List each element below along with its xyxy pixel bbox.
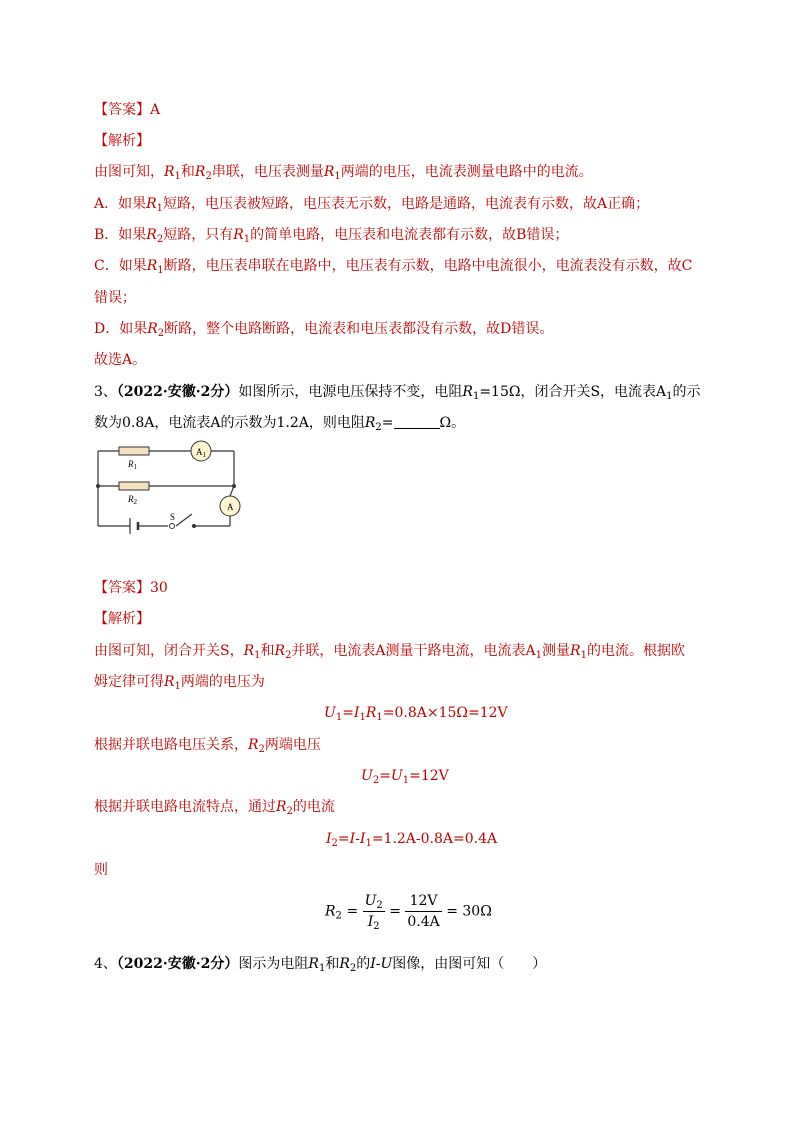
answer-blank[interactable] bbox=[394, 414, 440, 429]
answer-value: 30 bbox=[150, 580, 168, 596]
switch-contact bbox=[192, 524, 196, 528]
junction-right bbox=[232, 484, 236, 488]
q3-analysis-line2: 姆定律可得$R_1$两端的电压为 bbox=[94, 674, 265, 692]
resistor-r2 bbox=[119, 482, 149, 490]
analysis-tag: 【解析】 bbox=[94, 611, 150, 627]
label-a1: $A_1$ bbox=[196, 447, 206, 459]
q3-analysis-tag bbox=[94, 609, 150, 629]
label-s: S bbox=[170, 512, 176, 522]
analysis-tag: 【解析】 bbox=[94, 133, 150, 149]
q2-option-c: C．如果$R_1$断路，电压表串联在电路中，电压表有示数，电路中电流很小，电流表没有示数，故C bbox=[94, 258, 693, 276]
junction-left bbox=[96, 484, 100, 488]
q3-equation-2: $U_2=U_1=12V$ bbox=[361, 768, 449, 786]
label-a: A bbox=[227, 502, 234, 512]
question-source: （2022·安徽·2分） bbox=[116, 384, 239, 400]
q3-equation-4: $R_2$ = $\frac{U_2}{I_2}$ = $\frac{12V}{0.4A}$ = 30Ω bbox=[325, 893, 492, 932]
fraction-values: $\frac{12V}{0.4A}$ bbox=[407, 893, 440, 930]
q3-stem-line1: 3、（2022·安徽·2分）如图所示，电源电压保持不变，电阻$R_1=15\Omega$，闭合开关S，电流表$A_1$的示 bbox=[94, 384, 701, 402]
question-source: （2022·安徽·2分） bbox=[116, 956, 239, 972]
q2-conclusion: 故选A。 bbox=[94, 352, 147, 368]
label-r1: $R_1$ bbox=[128, 459, 137, 471]
q2-option-a: A．如果$R_1$短路，电压表被短路，电压表无示数，电路是通路，电流表有示数，故A正确； bbox=[94, 196, 650, 214]
circuit-diagram bbox=[94, 438, 254, 538]
answer-value: A bbox=[150, 102, 161, 118]
q2-option-d: D．如果$R_2$断路，整个电路断路，电流表和电压表都没有示数，故D错误。 bbox=[94, 321, 554, 339]
switch-pivot bbox=[170, 524, 175, 529]
q3-answer-line bbox=[94, 578, 168, 598]
q3-equation-1: $U_1=I_1R_1=0.8A\times 15\Omega=12V$ bbox=[324, 705, 508, 723]
answer-tag: 【答案】 bbox=[94, 580, 150, 596]
q3-analysis-line3: 根据并联电路电压关系，$R_2$两端电压 bbox=[94, 737, 321, 755]
q3-analysis-line1: 由图可知，闭合开关S，$R_1$和$R_2$并联，电流表A测量干路电流，电流表$A_1$测量$R_1$的电流。根据欧 bbox=[94, 643, 685, 661]
answer-tag: 【答案】 bbox=[94, 102, 150, 118]
label-r2: $R_2$ bbox=[128, 494, 137, 506]
battery-icon bbox=[130, 518, 138, 534]
fraction-u2-i2: $\frac{U_2}{I_2}$ bbox=[364, 893, 383, 932]
q2-analysis-tag bbox=[94, 131, 150, 151]
q2-option-b: B．如果$R_2$短路，只有$R_1$的简单电路，电压表和电流表都有示数，故B错误； bbox=[94, 227, 569, 245]
q4-stem: 4、（2022·安徽·2分）图示为电阻$R_1$和$R_2$的I-U图像，由图可知（ ） bbox=[94, 956, 547, 974]
question-number: 3、 bbox=[94, 384, 117, 400]
q3-analysis-line4: 根据并联电路电流特点，通过$R_2$的电流 bbox=[94, 799, 335, 817]
q2-option-c-cont: 错误； bbox=[94, 290, 136, 306]
q3-stem-line2: 数为0.8A，电流表A的示数为1.2A，则电阻$R_2= \Omega$。 bbox=[94, 415, 466, 433]
q3-equation-3: $I_2=I-I_1=1.2A-0.8A=0.4A$ bbox=[326, 831, 498, 849]
resistor-r1 bbox=[119, 447, 149, 455]
q3-then: 则 bbox=[94, 862, 108, 878]
question-number: 4、 bbox=[94, 956, 117, 972]
q2-intro: 由图可知，$R_1$和$R_2$串联，电压表测量$R_1$两端的电压，电流表测量电路中的电流。 bbox=[94, 164, 593, 182]
q2-answer-line bbox=[94, 100, 160, 120]
